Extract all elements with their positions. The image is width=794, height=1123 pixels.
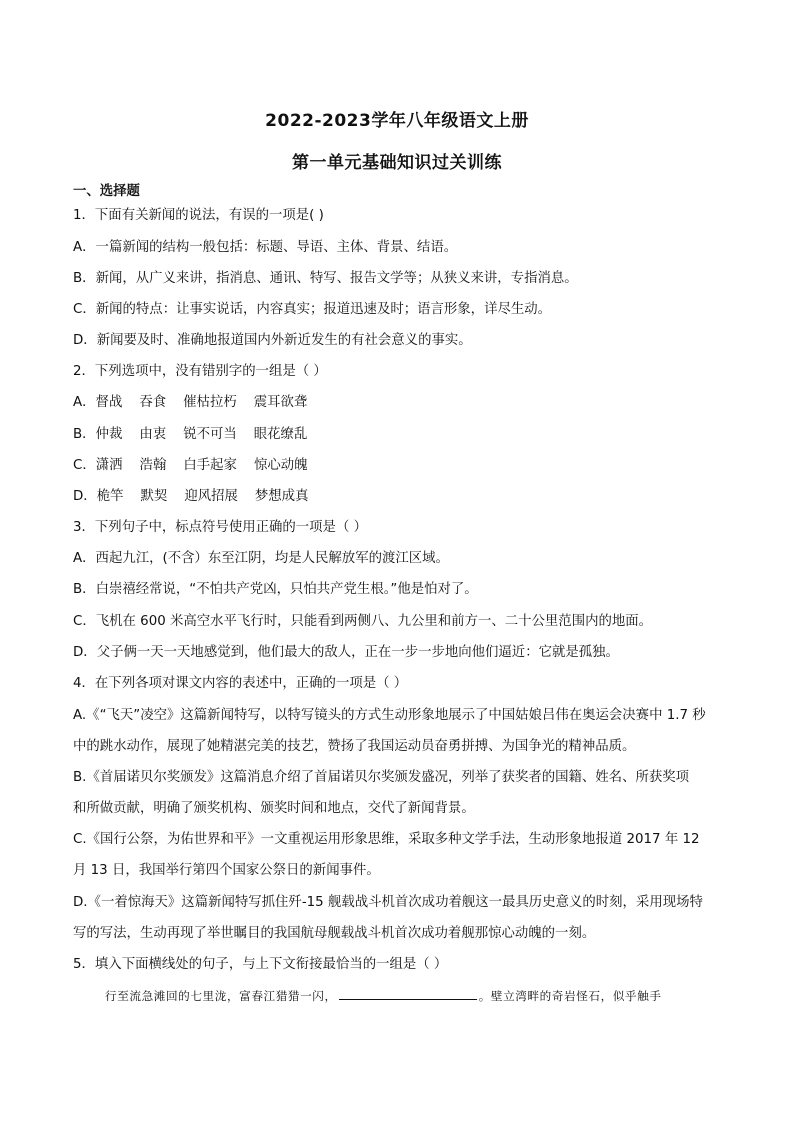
question-1-option-a: A．一篇新闻的结构一般包括：标题、导语、主体、背景、结语。 <box>73 240 458 255</box>
question-3-option-b: B．白崇禧经常说，“不怕共产党凶，只怕共产党生根。”他是怕对了。 <box>73 582 478 597</box>
question-4-option-c-line1: C.《国行公祭，为佑世界和平》一文重视运用形象思维，采取多种文学手法，生动形象地报道 2017 年 12 <box>73 832 700 847</box>
question-5-stem: 5．填入下面横线处的句子，与上下文衔接最恰当的一组是（ ） <box>73 957 448 972</box>
question-4-option-d-line2: 写的写法，生动再现了举世瞩目的我国航母舰载战斗机首次成功着舰那惊心动魄的一刻。 <box>73 926 596 941</box>
document-title: 2022-2023学年八年级语文上册 <box>265 111 529 131</box>
question-2-option-c: C．潇洒 浩翰 白手起家 惊心动魄 <box>73 458 308 473</box>
question-4-option-c-line2: 月 13 日，我国举行第四个国家公祭日的新闻事件。 <box>73 863 380 878</box>
question-3-option-d: D．父子俩一天一天地感觉到，他们最大的敌人，正在一步一步地向他们逼近：它就是孤独。 <box>73 645 619 660</box>
question-4-option-a-line2: 中的跳水动作，展现了她精湛完美的技艺，赞扬了我国运动员奋勇拼搏、为国争光的精神品质。 <box>73 739 636 754</box>
question-3-option-a: A．西起九江，(不含）东至江阴，均是人民解放军的渡江区域。 <box>73 551 449 566</box>
question-1-option-d: D．新闻要及时、准确地报道国内外新近发生的有社会意义的事实。 <box>73 333 472 348</box>
question-4-option-b-line2: 和所做贡献，明确了颁奖机构、颁奖时间和地点，交代了新闻背景。 <box>73 801 475 816</box>
question-1-stem: 1．下面有关新闻的说法，有误的一项是( ) <box>73 208 324 223</box>
passage-text-after: 。壁立湾畔的奇岩怪石，似乎触手 <box>478 989 662 1003</box>
question-2-stem: 2．下列选项中，没有错别字的一组是（ ） <box>73 364 327 379</box>
question-4-stem: 4．在下列各项对课文内容的表述中，正确的一项是（ ） <box>73 676 408 691</box>
question-2-option-d: D．桅竿 默契 迎风招展 梦想成真 <box>73 489 309 504</box>
passage-text-before: 行至流急滩回的七里泷，富春江猎猎一闪， <box>105 989 337 1003</box>
section-heading: 一、选择题 <box>73 184 140 199</box>
document-subtitle: 第一单元基础知识过关训练 <box>292 153 502 173</box>
question-3-stem: 3．下列句子中，标点符号使用正确的一项是（ ） <box>73 520 367 535</box>
question-1-option-b: B．新闻，从广义来讲，指消息、通讯、特写、报告文学等；从狭义来讲，专指消息。 <box>73 271 578 286</box>
question-2-option-a: A．督战 吞食 催枯拉朽 震耳欲聋 <box>73 395 308 410</box>
question-3-option-c: C．飞机在 600 米高空水平飞行时，只能看到两侧八、九公里和前方一、二十公里范围内的地面。 <box>73 614 653 629</box>
question-5-passage <box>105 986 735 1006</box>
question-4-option-a-line1: A.《“飞天”凌空》这篇新闻特写，以特写镜头的方式生动形象地展示了中国姑娘吕伟在奥运会决赛中 1.7 秒 <box>73 708 706 723</box>
question-1-option-c: C．新闻的特点：让事实说话，内容真实；报道迅速及时；语言形象，详尽生动。 <box>73 302 552 317</box>
question-2-option-b: B．仲裁 由衷 锐不可当 眼花缭乱 <box>73 427 308 442</box>
question-4-option-b-line1: B.《首届诺贝尔奖颁发》这篇消息介绍了首届诺贝尔奖颁发盛况，列举了获奖者的国籍、姓名、所获奖项 <box>73 770 690 785</box>
question-4-option-d-line1: D.《一着惊海天》这篇新闻特写抓住歼-15 舰载战斗机首次成功着舰这一最具历史意义的时刻，采用现场特 <box>73 895 703 910</box>
fill-in-blank[interactable] <box>339 988 477 1000</box>
